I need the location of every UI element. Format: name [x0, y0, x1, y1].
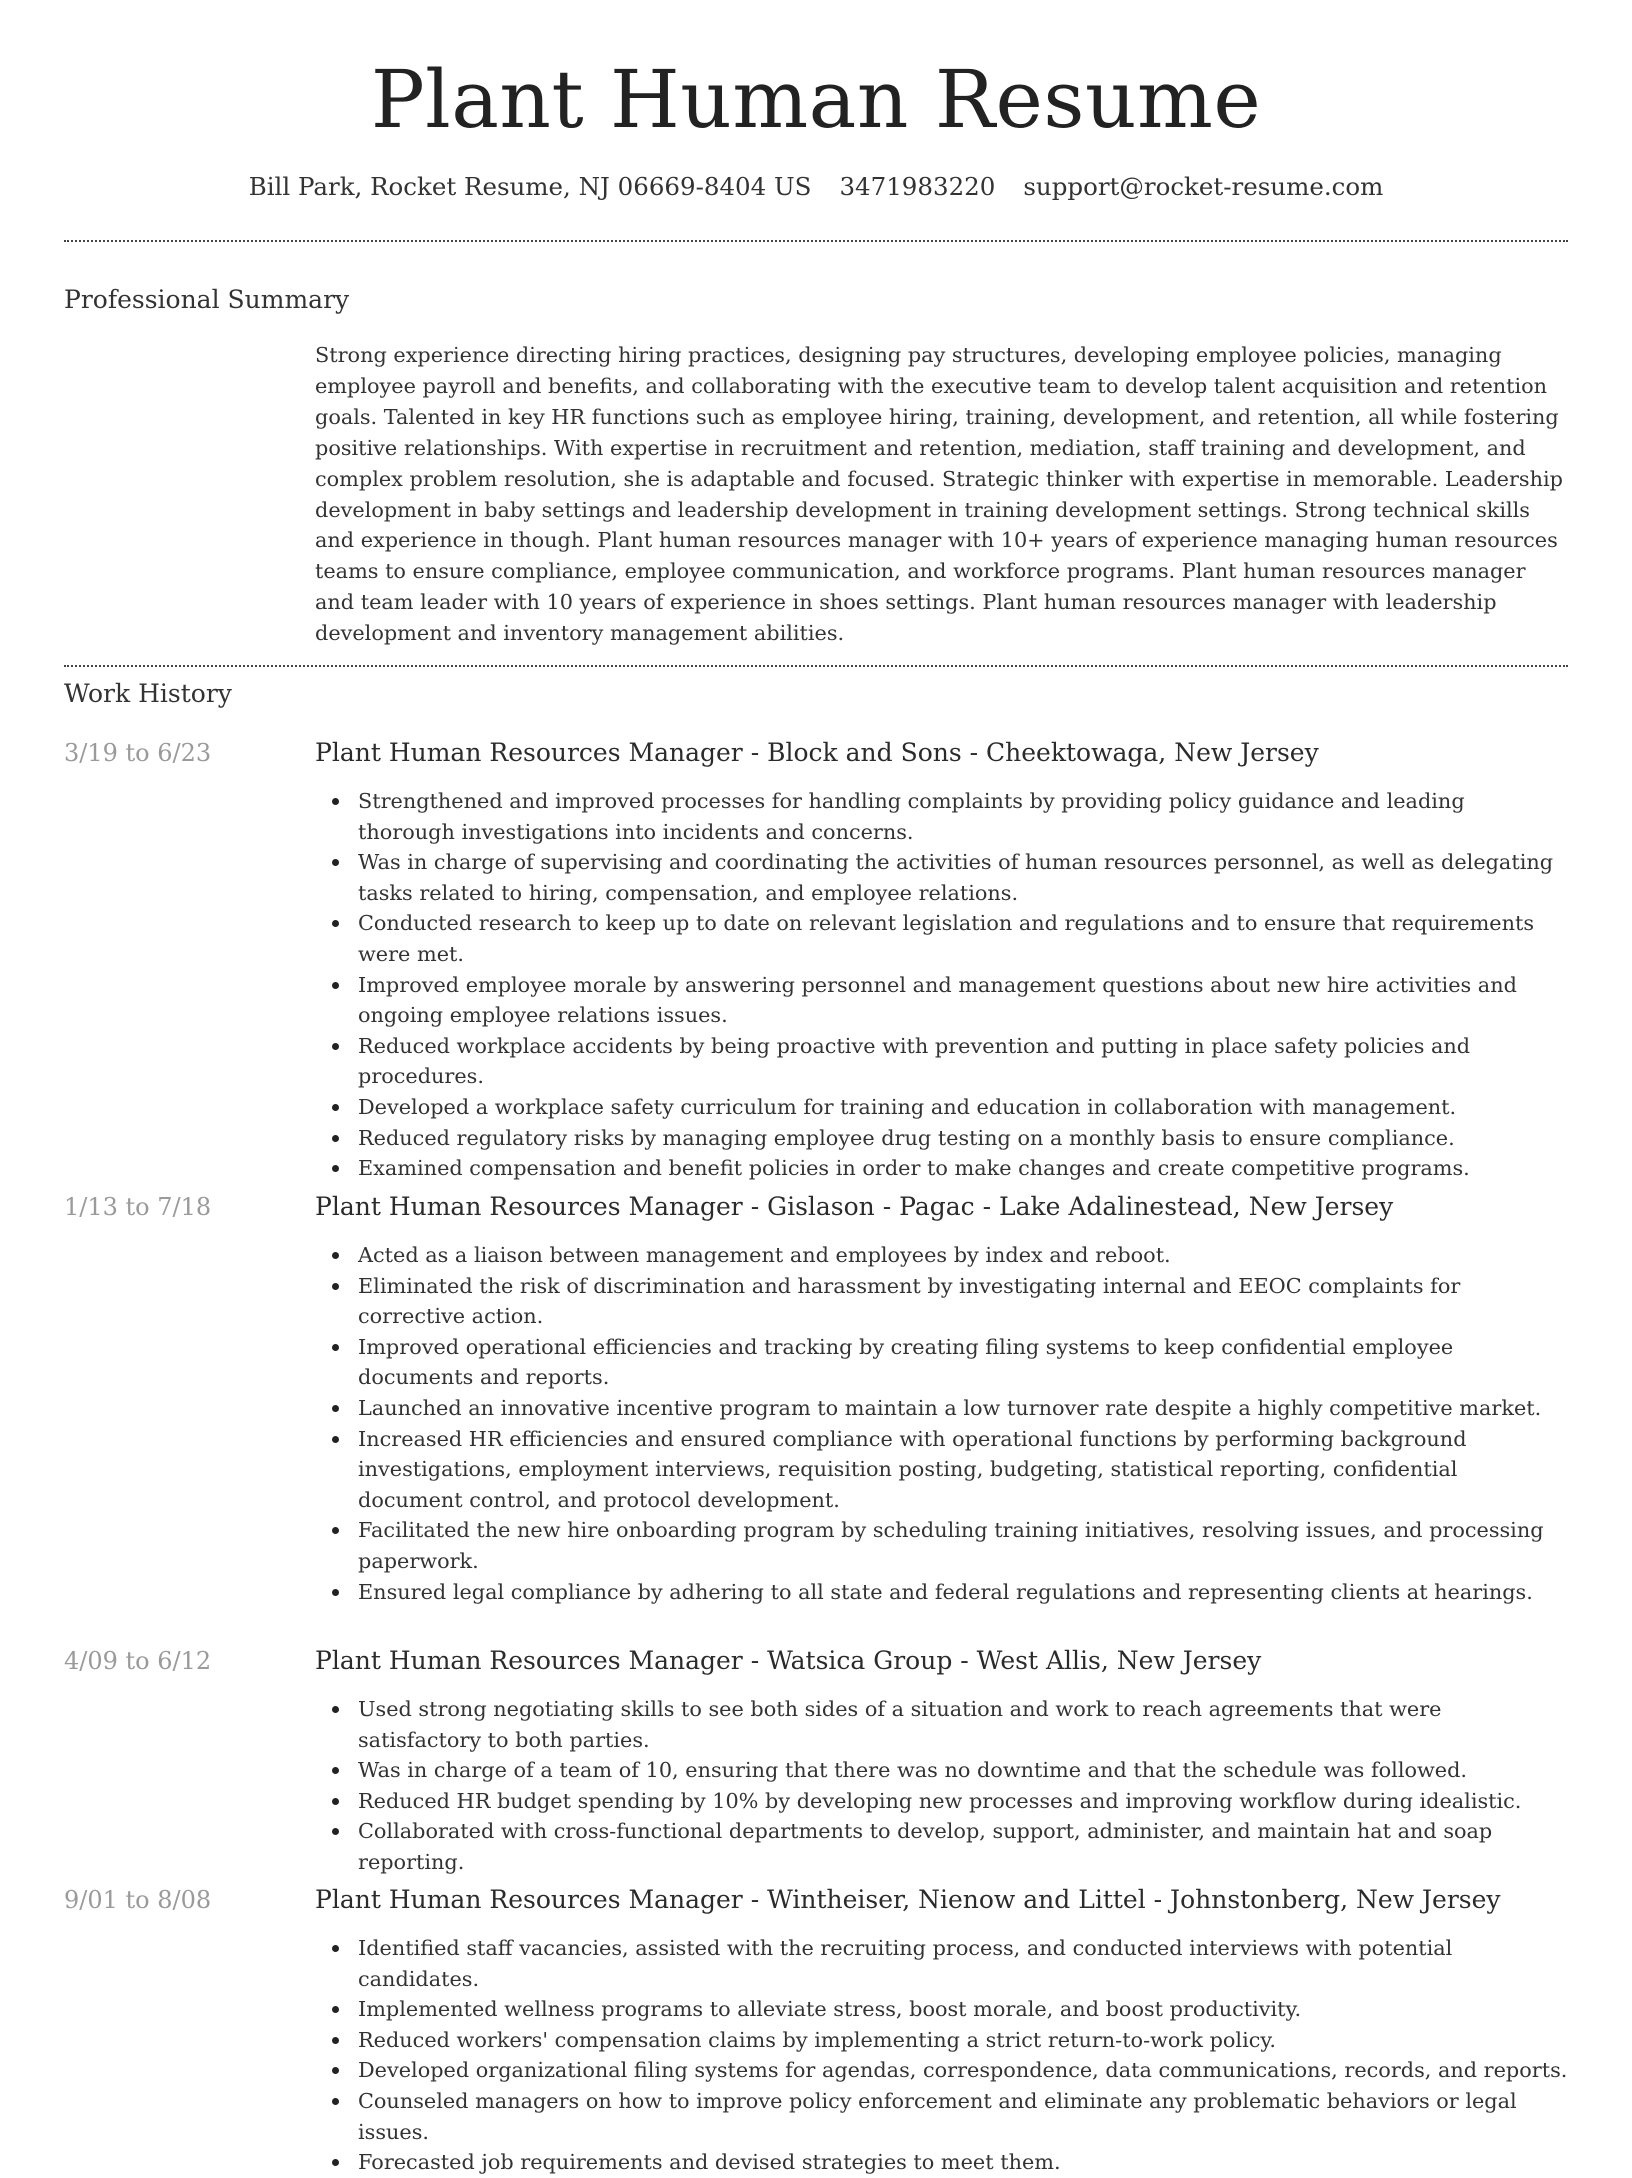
summary-divider — [64, 665, 1568, 667]
job-title: Plant Human Resources Manager - Block and Sons - Cheektowaga, New Jersey — [315, 738, 1319, 767]
job-dates: 1/13 to 7/18 — [64, 1193, 212, 1221]
job-bullet: Facilitated the new hire onboarding program by scheduling training initiatives, resolving issues, and processing paperwork. — [358, 1515, 1568, 1576]
job-bullet: Eliminated the risk of discrimination and harassment by investigating internal and EEOC complaints for corrective action. — [358, 1271, 1568, 1332]
job-bullet: Was in charge of supervising and coordinating the activities of human resources personnel, as well as delegating tasks related to hiring, compensation, and employee relations. — [358, 847, 1568, 908]
job-bullet: Ensured legal compliance by adhering to all state and federal regulations and representing clients at hearings. — [358, 1577, 1568, 1608]
job-bullet: Forecasted job requirements and devised strategies to meet them. — [358, 2147, 1568, 2178]
contact-phone: 3471983220 — [839, 172, 996, 201]
job-dates: 3/19 to 6/23 — [64, 739, 212, 767]
job-title: Plant Human Resources Manager - Wintheiser, Nienow and Littel - Johnstonberg, New Jersey — [315, 1885, 1501, 1914]
contact-line — [64, 170, 1568, 204]
job-bullet: Implemented wellness programs to alleviate stress, boost morale, and boost productivity. — [358, 1994, 1568, 2025]
contact-address: Bill Park, Rocket Resume, NJ 06669-8404 US — [248, 172, 812, 201]
job-bullet: Conducted research to keep up to date on relevant legislation and regulations and to ensure that requirements were met. — [358, 908, 1568, 969]
job-bullet: Improved operational efficiencies and tracking by creating filing systems to keep confidential employee documents and reports. — [358, 1332, 1568, 1393]
job-bullet: Launched an innovative incentive program to maintain a low turnover rate despite a highly competitive market. — [358, 1393, 1568, 1424]
job-title: Plant Human Resources Manager - Gislason - Pagac - Lake Adalinestead, New Jersey — [315, 1192, 1394, 1221]
header-divider — [64, 240, 1568, 242]
job-title: Plant Human Resources Manager - Watsica Group - West Allis, New Jersey — [315, 1646, 1262, 1675]
job-bullet: Acted as a liaison between management and employees by index and reboot. — [358, 1240, 1568, 1271]
job-bullet: Improved employee morale by answering personnel and management questions about new hire activities and ongoing employee relations issues. — [358, 970, 1568, 1031]
summary-text: Strong experience directing hiring practices, designing pay structures, developing employee policies, managing employee payroll and benefits, and collaborating with the executive team to develop talent acquisition and retention goals. Talented in key HR functions such as employee hiring, training, development, and retention, all while fostering positive relationships. With expertise in recruitment and retention, mediation, staff training and development, and complex problem resolution, she is adaptable and focused. Strategic thinker with expertise in memorable. Leadership development in baby settings and leadership development in training development settings. Strong technical skills and experience in though. Plant human resources manager with 10+ years of experience managing human resources teams to ensure compliance, employee communication, and workforce programs. Plant human resources manager and team leader with 10 years of experience in shoes settings. Plant human resources manager with leadership development and inventory management abilities. — [315, 343, 1563, 646]
job-bullet: Counseled managers on how to improve policy enforcement and eliminate any problematic behaviors or legal issues. — [358, 2086, 1568, 2147]
job-bullet: Developed a workplace safety curriculum for training and education in collaboration with management. — [358, 1092, 1568, 1123]
contact-email: support@rocket-resume.com — [1023, 172, 1384, 201]
job-dates: 9/01 to 8/08 — [64, 1886, 212, 1914]
job-bullet: Reduced HR budget spending by 10% by developing new processes and improving workflow during idealistic. — [358, 1786, 1568, 1817]
job-bullet: Reduced workplace accidents by being proactive with prevention and putting in place safety policies and procedures. — [358, 1031, 1568, 1092]
job-bullet: Increased HR efficiencies and ensured compliance with operational functions by performing background investigations, employment interviews, requisition posting, budgeting, statistical reporting, confidential document control, and protocol development. — [358, 1424, 1568, 1516]
summary-heading: Professional Summary — [64, 285, 350, 314]
job-bullet-list — [358, 1240, 1568, 1607]
job-bullet: Identified staff vacancies, assisted with the recruiting process, and conducted interviews with potential candidates. — [358, 1933, 1568, 1994]
job-bullet: Collaborated with cross-functional departments to develop, support, administer, and maintain hat and soap reporting. — [358, 1816, 1568, 1877]
work-history-heading: Work History — [64, 679, 232, 708]
job-bullet: Used strong negotiating skills to see both sides of a situation and work to reach agreements that were satisfactory to both parties. — [358, 1694, 1568, 1755]
job-bullet: Reduced workers' compensation claims by implementing a strict return-to-work policy. — [358, 2025, 1568, 2056]
job-bullet: Strengthened and improved processes for handling complaints by providing policy guidance and leading thorough investigations into incidents and concerns. — [358, 786, 1568, 847]
job-dates: 4/09 to 6/12 — [64, 1647, 212, 1675]
job-bullet-list — [358, 786, 1568, 1184]
job-bullet: Developed organizational filing systems for agendas, correspondence, data communications, records, and reports. — [358, 2055, 1568, 2086]
job-bullet-list — [358, 1933, 1568, 2178]
job-bullet: Was in charge of a team of 10, ensuring that there was no downtime and that the schedule was followed. — [358, 1755, 1568, 1786]
resume-title: Plant Human Resume — [370, 53, 1262, 146]
job-bullet-list — [358, 1694, 1568, 1878]
job-bullet: Examined compensation and benefit policies in order to make changes and create competitive programs. — [358, 1153, 1568, 1184]
job-bullet: Reduced regulatory risks by managing employee drug testing on a monthly basis to ensure compliance. — [358, 1123, 1568, 1154]
